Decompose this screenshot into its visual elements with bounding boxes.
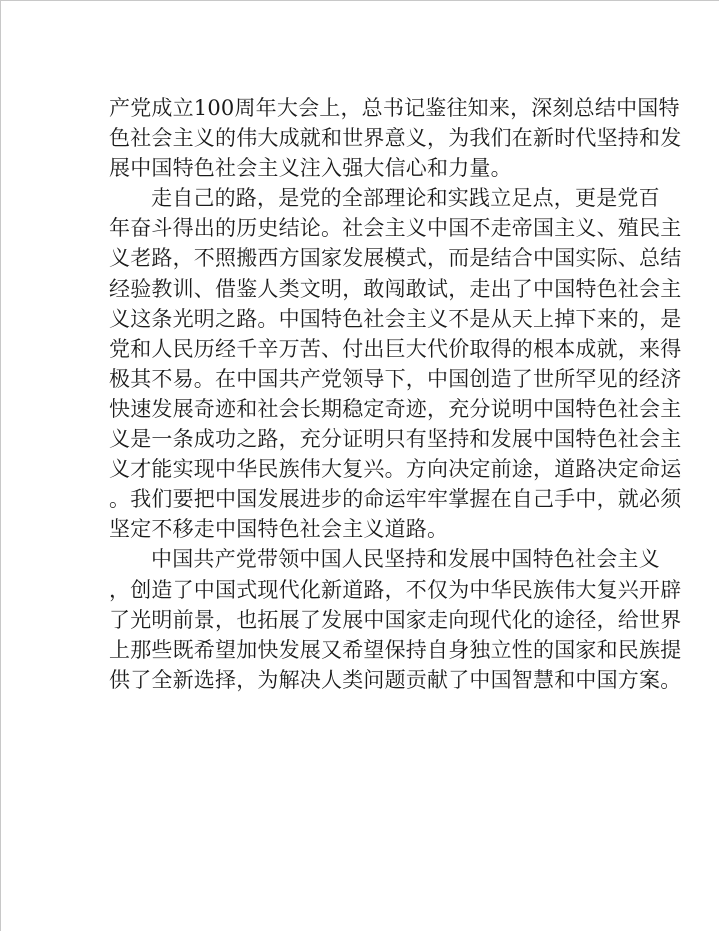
text-line: 中国共产党带领中国人民坚持和发展中国特色社会主义	[151, 547, 660, 572]
text-line: 产党成立100周年大会上，总书记鉴往知来，深刻总结中国特	[109, 96, 680, 120]
text-line: 义是一条成功之路，充分证明只有坚持和发展中国特色社会主	[109, 427, 682, 452]
paragraph-1	[109, 93, 682, 183]
text-line: 极其不易。在中国共产党领导下，中国创造了世所罕见的经济	[109, 366, 682, 391]
text-line: 。我们要把中国发展进步的命运牢牢掌握在自己手中，就必须	[109, 487, 682, 512]
text-line: 走自己的路，是党的全部理论和实践立足点，更是党百	[151, 186, 660, 211]
text-line: 义这条光明之路。中国特色社会主义不是从天上掉下来的，是	[109, 306, 682, 331]
text-line: 快速发展奇迹和社会长期稳定奇迹，充分说明中国特色社会主	[109, 396, 682, 421]
text-line: ，创造了中国式现代化新道路，不仅为中华民族伟大复兴开辟	[109, 577, 682, 602]
text-line: 经验教训、借鉴人类文明，敢闯敢试，走出了中国特色社会主	[109, 276, 682, 301]
body-text	[109, 93, 682, 695]
text-line: 供了全新选择，为解决人类问题贡献了中国智慧和中国方案。	[109, 667, 682, 692]
paragraph-3	[109, 544, 682, 694]
text-line: 坚定不移走中国特色社会主义道路。	[109, 517, 449, 542]
text-line: 党和人民历经千辛万苦、付出巨大代价取得的根本成就，来得	[109, 336, 682, 361]
text-line: 了光明前景，也拓展了发展中国家走向现代化的途径，给世界	[109, 607, 682, 632]
text-line: 义才能实现中华民族伟大复兴。方向决定前途，道路决定命运	[109, 457, 682, 482]
text-line: 展中国特色社会主义注入强大信心和力量。	[109, 156, 512, 181]
paragraph-2	[109, 183, 682, 544]
text-line: 义老路，不照搬西方国家发展模式，而是结合中国实际、总结	[109, 246, 682, 271]
text-line: 年奋斗得出的历史结论。社会主义中国不走帝国主义、殖民主	[109, 216, 682, 241]
text-line: 上那些既希望加快发展又希望保持自身独立性的国家和民族提	[109, 637, 682, 662]
text-line: 色社会主义的伟大成就和世界意义，为我们在新时代坚持和发	[109, 126, 682, 151]
